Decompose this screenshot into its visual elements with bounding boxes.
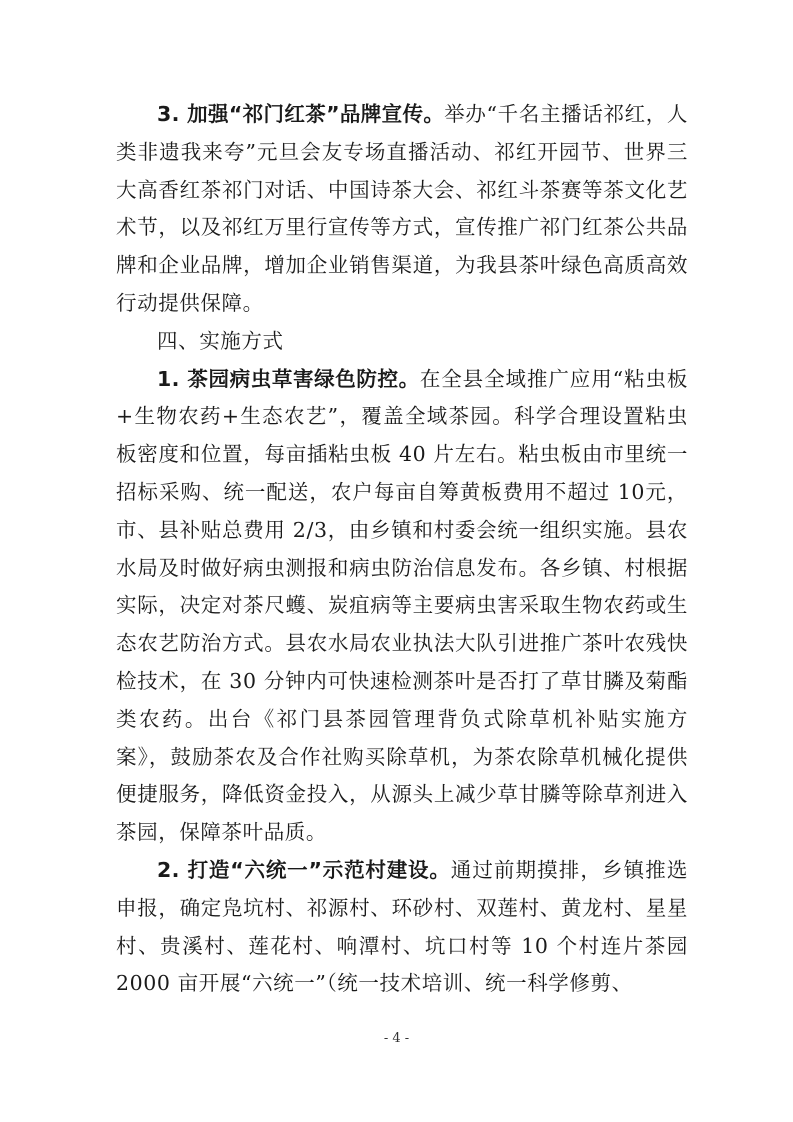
paragraph-pest-control bbox=[116, 361, 688, 852]
paragraph-text: 举办“千名主播话祁红，人类非遗我来夸”元旦会友专场直播活动、祁红开园节、世界三大高香红茶祁门对话、中国诗茶大会、祁红斗茶赛等茶文化艺术节，以及祁红万里行宣传等方式，宣传推广祁门红茶公共品牌和企业品牌，增加企业销售渠道，为我县茶叶绿色高质高效行动提供保障。 bbox=[116, 102, 689, 315]
paragraph-lead: 2. 打造“六统一”示范村建设。 bbox=[157, 857, 451, 882]
paragraph-lead: 3. 加强“祁门红茶”品牌宣传。 bbox=[157, 102, 445, 126]
paragraph-lead: 1. 茶园病虫草害绿色防控。 bbox=[157, 366, 420, 391]
paragraph-brand-promotion bbox=[116, 96, 688, 323]
paragraph-text: 在全县全域推广应用“粘虫板+生物农药+生态农艺”，覆盖全域茶园。科学合理设置粘虫板密度和位置，每亩插粘虫板 40 片左右。粘虫板由市里统一招标采购、统一配送，农户每亩自筹黄板费用不超过 10元，市、县补贴总费用 2/3，由乡镇和村委会统一组织实施。县农水局及时做好病虫测报和病虫防治信息发布。各乡镇、村根据实际，决定对茶尺蠖、炭疽病等主要病虫害采取生物农药或生态农艺防治方式。县农水局农业执法大队引进推广茶叶农残快检技术，在 30 分钟内可快速检测茶叶是否打了草甘膦及菊酯类农药。出台《祁门县茶园管理背负式除草机补贴实施方案》，鼓励茶农及合作社购买除草机，为茶农除草机械化提供便捷服务，降低资金投入，从源头上减少草甘膦等除草剂进入茶园，保障茶叶品质。 bbox=[116, 366, 689, 845]
paragraph-text: 通过前期摸排，乡镇推选申报，确定凫坑村、祁源村、环砂村、双莲村、黄龙村、星星村、贵溪村、莲花村、响潭村、坑口村等 10 个村连片茶园 2000 亩开展“六统一”（统一技术培训、统一科学修剪、 bbox=[116, 857, 688, 996]
section-heading: 四、实施方式 bbox=[157, 328, 284, 353]
page-number: - 4 - bbox=[383, 1031, 410, 1046]
paragraph-demo-village bbox=[116, 852, 688, 1003]
document-body bbox=[116, 96, 688, 1003]
